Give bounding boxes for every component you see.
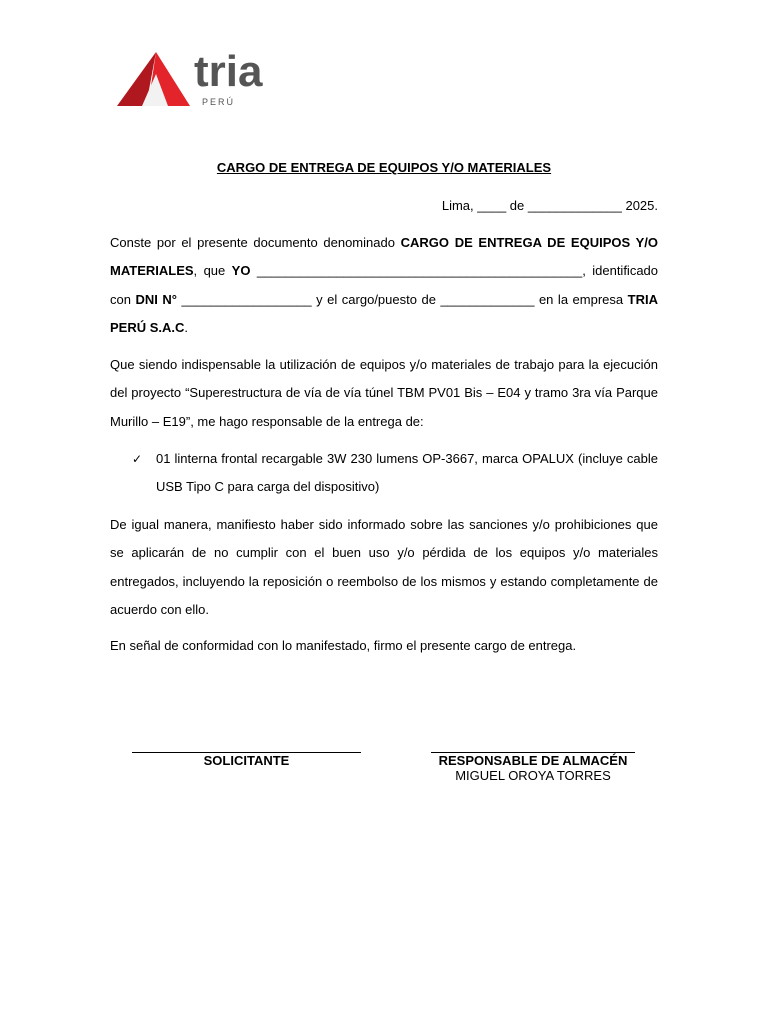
document-title: CARGO DE ENTREGA DE EQUIPOS Y/O MATERIALES: [216, 160, 552, 175]
checkmark-icon: ✓: [132, 452, 143, 466]
intro-bold-yo: YO: [231, 263, 251, 279]
intro-text-5: .: [184, 319, 189, 335]
intro-text-3: _____________________________________________, identificado con: [110, 263, 659, 307]
equipment-list-item: [110, 445, 658, 502]
intro-bold-company: TRIA PERÚ S.A.C: [110, 291, 658, 335]
intro-text-4: __________________ y el cargo/puesto de _____________ en la empresa: [176, 291, 628, 307]
equipment-item-text: 01 linterna frontal recargable 3W 230 lumens OP-3667, marca OPALUX (incluye cable USB Tipo C para carga del dispositivo): [156, 451, 658, 495]
signature-block-solicitante: [132, 752, 361, 768]
signature-role-left: SOLICITANTE: [203, 753, 290, 768]
signature-name-right: MIGUEL OROYA TORRES: [455, 768, 611, 783]
sanctions-paragraph: De igual manera, manifiesto haber sido informado sobre las sanciones y/o prohibiciones que se aplicarán de no cumplir con el buen uso y/o pérdida de los equipos y/o materiales entregados, incluyendo la reposición o reembolso de los mismos y estando completamente de acuerdo con ello.: [110, 517, 658, 617]
signature-role-right: RESPONSABLE DE ALMACÉN: [438, 753, 628, 768]
date-line: Lima, ____ de _____________ 2025.: [441, 198, 658, 213]
intro-text-2: , que: [193, 263, 232, 279]
signature-block-almacen: [431, 752, 635, 783]
intro-bold-dni: DNI N°: [135, 291, 177, 307]
svg-text:PERÚ: PERÚ: [202, 97, 236, 107]
intro-bold-document-name: CARGO DE ENTREGA DE EQUIPOS Y/O MATERIALES: [110, 235, 658, 279]
conformity-paragraph: En señal de conformidad con lo manifestado, firmo el presente cargo de entrega.: [110, 638, 577, 653]
tria-logo-icon: [112, 44, 306, 110]
company-logo: [112, 44, 306, 110]
intro-text-1: Conste por el presente documento denominado: [110, 235, 401, 250]
intro-paragraph: [110, 229, 658, 342]
project-paragraph: Que siendo indispensable la utilización de equipos y/o materiales de trabajo para la ejecución del proyecto “Superestructura de vía de vía túnel TBM PV01 Bis – E04 y tramo 3ra vía Parque Murillo – E19”, me hago responsable de la entrega de:: [110, 357, 658, 429]
svg-text:tria: tria: [194, 47, 263, 96]
